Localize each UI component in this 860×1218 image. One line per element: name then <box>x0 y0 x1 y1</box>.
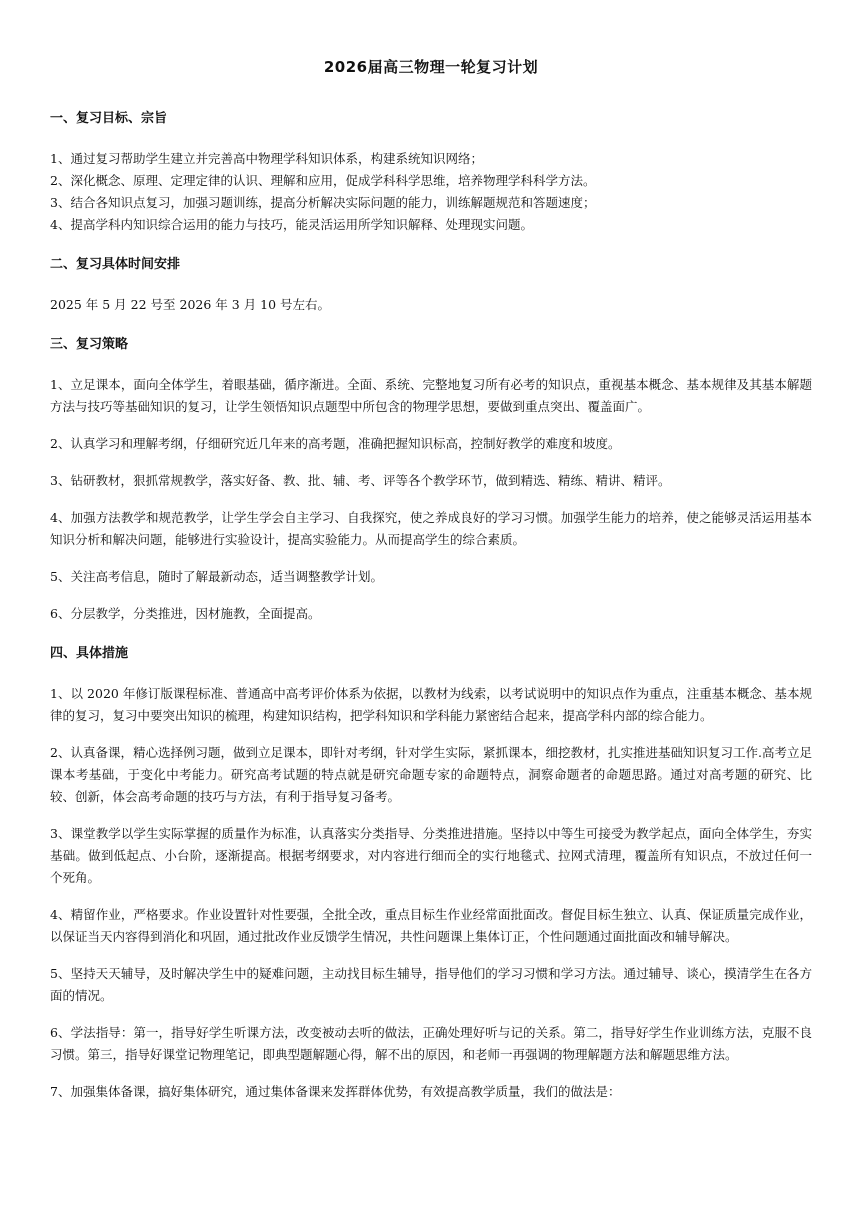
section-heading-goals: 一、复习目标、宗旨 <box>50 111 168 126</box>
paragraph: 3、钻研教材，狠抓常规教学，落实好备、教、批、辅、考、评等各个教学环节，做到精选、精练、精讲、精评。 <box>50 473 671 488</box>
goals-list <box>50 148 812 236</box>
section-heading-strategy: 三、复习策略 <box>50 337 129 352</box>
paragraph: 6、学法指导：第一，指导好学生听课方法，改变被动去听的做法，正确处理好听与记的关系。第二，指导好学生作业训练方法，克服不良习惯。第三，指导好课堂记物理笔记，即典型题解题心得，解不出的原因，和老师一再强调的物理解题方法和解题思维方法。 <box>50 1025 812 1062</box>
paragraph: 2、认真学习和理解考纲，仔细研究近几年来的高考题，准确把握知识标高，控制好教学的难度和坡度。 <box>50 436 621 451</box>
list-item: 4、提高学科内知识综合运用的能力与技巧，能灵活运用所学知识解释、处理现实问题。 <box>50 217 533 232</box>
schedule-text: 2025 年 5 月 22 号至 2026 年 3 月 10 号左右。 <box>50 297 331 312</box>
paragraph: 3、课堂教学以学生实际掌握的质量作为标准，认真落实分类指导、分类推进措施。坚持以中等生可接受为教学起点，面向全体学生，夯实基础。做到低起点、小台阶，逐渐提高。根据考纲要求，对内容进行细而全的实行地毯式、拉网式清理，覆盖所有知识点，不放过任何一个死角。 <box>50 826 812 885</box>
paragraph: 4、加强方法教学和规范教学，让学生学会自主学习、自我探究，使之养成良好的学习习惯。加强学生能力的培养，使之能够灵活运用基本知识分析和解决问题，能够进行实验设计，提高实验能力。从而提高学生的综合素质。 <box>50 510 812 547</box>
paragraph: 5、坚持天天辅导，及时解决学生中的疑难问题，主动找目标生辅导，指导他们的学习习惯和学习方法。通过辅导、谈心，摸清学生在各方面的情况。 <box>50 966 812 1003</box>
paragraph: 5、关注高考信息，随时了解最新动态，适当调整教学计划。 <box>50 569 383 584</box>
document-page <box>50 56 812 1118</box>
paragraph: 7、加强集体备课，搞好集体研究，通过集体备课来发挥群体优势，有效提高教学质量，我们的做法是： <box>50 1084 621 1099</box>
paragraph: 4、精留作业，严格要求。作业设置针对性要强，全批全改，重点目标生作业经常面批面改。督促目标生独立、认真、保证质量完成作业，以保证当天内容得到消化和巩固，通过批改作业反馈学生情况，共性问题课上集体订正，个性问题通过面批面改和辅导解决。 <box>50 907 812 944</box>
paragraph: 6、分层教学，分类推进，因材施教，全面提高。 <box>50 606 321 621</box>
paragraph: 1、以 2020 年修订版课程标准、普通高中高考评价体系为依据，以教材为线索，以考试说明中的知识点作为重点，注重基本概念、基本规律的复习，复习中要突出知识的梳理，构建知识结构，把学科知识和学科能力紧密结合起来，提高学科内部的综合能力。 <box>50 686 812 723</box>
paragraph: 1、立足课本，面向全体学生，着眼基础，循序渐进。全面、系统、完整地复习所有必考的知识点，重视基本概念、基本规律及其基本解题方法与技巧等基础知识的复习，让学生领悟知识点题型中所包含的物理学思想，要做到重点突出、覆盖面广。 <box>50 377 812 414</box>
document-title: 2026届高三物理一轮复习计划 <box>323 58 539 76</box>
section-heading-schedule: 二、复习具体时间安排 <box>50 257 181 272</box>
section-heading-measures: 四、具体措施 <box>50 646 129 661</box>
list-item: 1、通过复习帮助学生建立并完善高中物理学科知识体系，构建系统知识网络； <box>50 151 483 166</box>
list-item: 3、结合各知识点复习，加强习题训练，提高分析解决实际问题的能力，训练解题规范和答题速度； <box>50 195 596 210</box>
list-item: 2、深化概念、原理、定理定律的认识、理解和应用，促成学科科学思维，培养物理学科科学方法。 <box>50 173 596 188</box>
paragraph: 2、认真备课，精心选择例习题，做到立足课本，即针对考纲，针对学生实际，紧抓课本，细挖教材，扎实推进基础知识复习工作.高考立足课本考基础，于变化中考能力。研究高考试题的特点就是研究命题专家的命题特点，洞察命题者的命题思路。通过对高考题的研究、比较、创新，体会高考命题的技巧与方法，有利于指导复习备考。 <box>50 745 812 804</box>
